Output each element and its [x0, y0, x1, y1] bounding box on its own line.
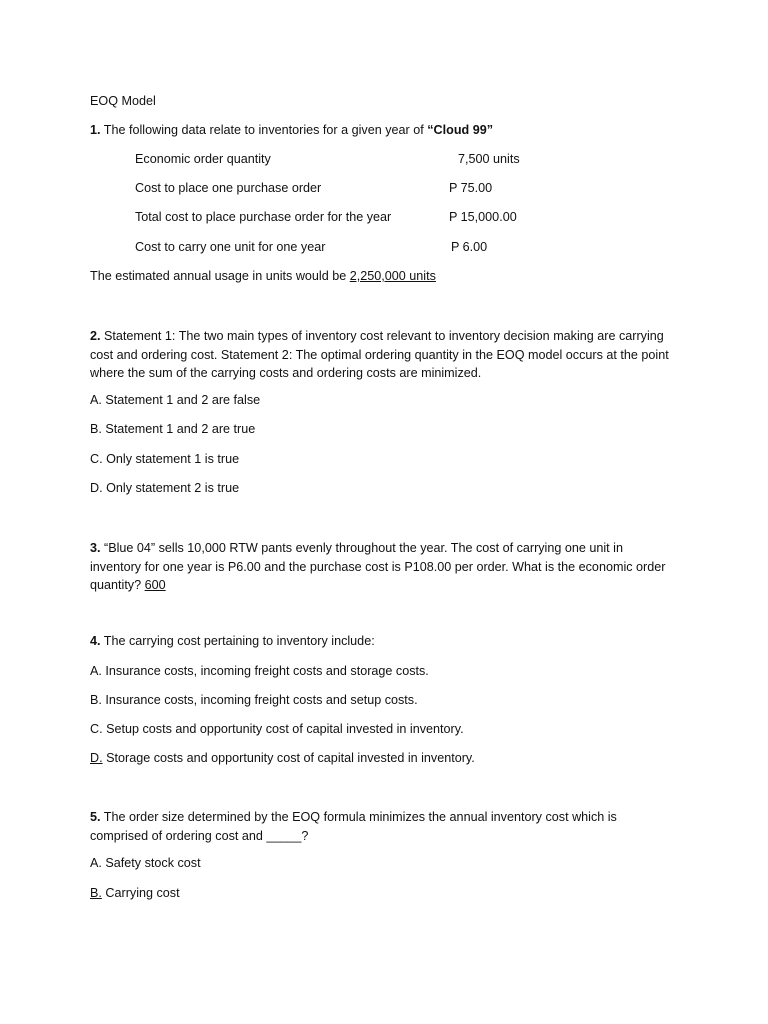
question-text-line: inventory for one year is P6.00 and the purchase cost is P108.00 per order. What is the economic order: [90, 559, 666, 574]
option-b: B. Statement 1 and 2 are true: [90, 422, 256, 436]
table-row-value: P 6.00: [451, 240, 488, 254]
option-a: A. Statement 1 and 2 are false: [90, 393, 261, 407]
option-b: B. Insurance costs, incoming freight costs and setup costs.: [90, 693, 418, 707]
question-1: [90, 123, 493, 137]
table-row-value: 7,500 units: [458, 152, 520, 166]
answer-letter: D.: [90, 751, 103, 765]
question-4: [90, 634, 375, 648]
option-d: D. Only statement 2 is true: [90, 481, 240, 495]
question-5: [90, 808, 690, 845]
question-text-line: quantity?: [90, 578, 145, 593]
question-number: 1.: [90, 123, 101, 137]
option-c: C. Only statement 1 is true: [90, 452, 240, 466]
answer-prefix: The estimated annual usage in units would be: [90, 269, 350, 283]
answer-letter: B.: [90, 886, 102, 900]
q1-answer-line: [90, 269, 436, 283]
question-number: 4.: [90, 634, 101, 648]
question-text-line: where the sum of the carrying costs and ordering costs are minimized.: [90, 366, 482, 381]
table-row-label: Total cost to place purchase order for the year: [135, 210, 392, 224]
question-number: 3.: [90, 541, 101, 555]
question-number: 2.: [90, 329, 101, 343]
question-text-line: comprised of ordering cost and _____?: [90, 828, 309, 843]
table-row-value: P 75.00: [449, 181, 493, 195]
question-text-line: cost and ordering cost. Statement 2: The optimal ordering quantity in the EOQ model occurs at the point: [90, 347, 669, 362]
option-text: Carrying cost: [101, 886, 180, 900]
option-a: A. Safety stock cost: [90, 856, 201, 870]
question-text: The carrying cost pertaining to inventory include:: [100, 634, 375, 648]
option-b: [90, 886, 180, 900]
question-text: The following data relate to inventories for a given year of: [103, 123, 428, 137]
option-c: C. Setup costs and opportunity cost of capital invested in inventory.: [90, 722, 464, 736]
option-text: Storage costs and opportunity cost of capital invested in inventory.: [102, 751, 475, 765]
table-row-label: Cost to place one purchase order: [135, 181, 322, 195]
question-text-line: The order size determined by the EOQ formula minimizes the annual inventory cost which is: [100, 810, 617, 824]
option-d: [90, 751, 475, 765]
answer-value: 600: [144, 578, 166, 593]
question-text-line: “Blue 04” sells 10,000 RTW pants evenly throughout the year. The cost of carrying one unit in: [100, 541, 623, 555]
question-number: 5.: [90, 810, 101, 824]
company-name: “Cloud 99”: [427, 123, 494, 137]
table-row-label: Economic order quantity: [135, 152, 271, 166]
table-row-label: Cost to carry one unit for one year: [135, 240, 326, 254]
table-row-value: P 15,000.00: [449, 210, 517, 224]
answer-value: 2,250,000 units: [349, 269, 436, 283]
doc-title: EOQ Model: [90, 94, 156, 108]
question-3: [90, 539, 690, 595]
question-2: [90, 327, 690, 383]
question-text-line: Statement 1: The two main types of inventory cost relevant to inventory decision making are carrying: [100, 329, 664, 343]
option-a: A. Insurance costs, incoming freight costs and storage costs.: [90, 664, 429, 678]
